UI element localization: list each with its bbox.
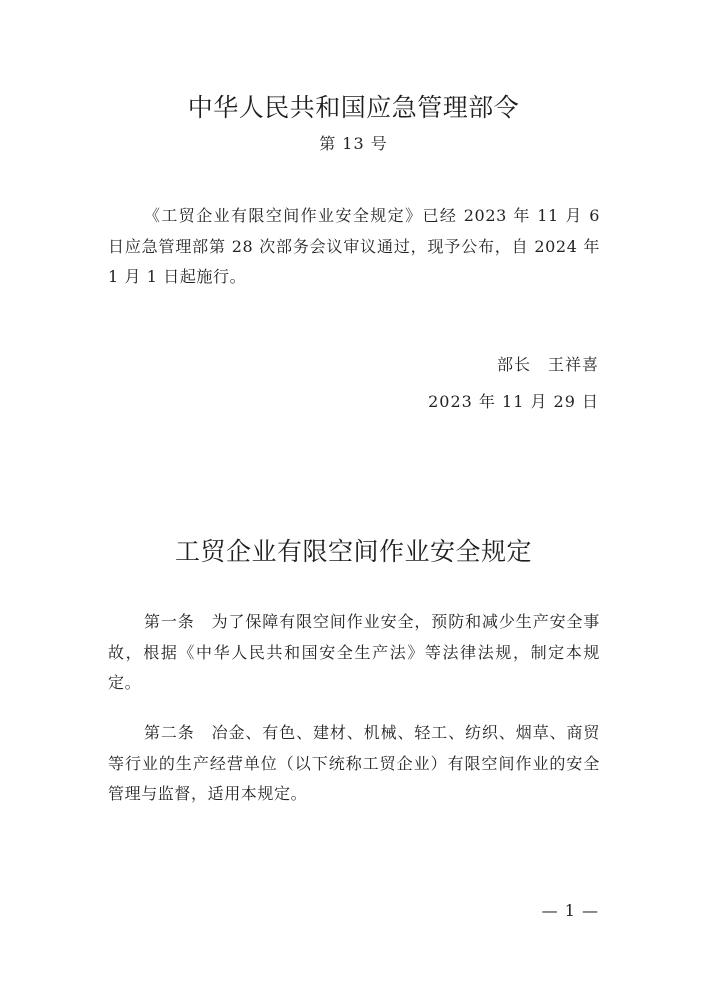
- decree-date: 2023 年 11 月 29 日: [428, 392, 599, 411]
- page-number: — 1 —: [541, 901, 599, 920]
- article-2: 第二条 冶金、有色、建材、机械、轻工、纺织、烟草、商贸等行业的生产经营单位（以下统称工贸企业）有限空间作业的安全管理与监督，适用本规定。: [108, 723, 600, 803]
- decree-title: 中华人民共和国应急管理部令: [187, 93, 520, 122]
- decree-number: 第 13 号: [319, 134, 388, 153]
- regulation-title: 工贸企业有限空间作业安全规定: [174, 537, 532, 566]
- decree-body: 《工贸企业有限空间作业安全规定》已经 2023 年 11 月 6 日应急管理部第 28 次部务会议审议通过，现予公布，自 2024 年 1 月 1 日起施行。: [108, 206, 600, 286]
- article-1: 第一条 为了保障有限空间作业安全，预防和减少生产安全事故，根据《中华人民共和国安全生产法》等法律法规，制定本规定。: [108, 612, 600, 692]
- signatory: 部长 王祥喜: [496, 355, 599, 374]
